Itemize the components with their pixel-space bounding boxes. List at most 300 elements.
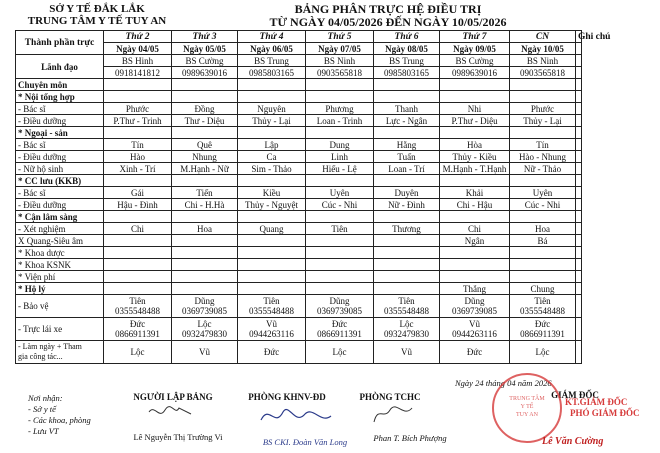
driver-name: Lộc bbox=[399, 319, 414, 329]
guard-cell bbox=[440, 295, 510, 318]
day-work-cell: Đức bbox=[440, 341, 510, 364]
duty-cell bbox=[374, 283, 440, 295]
duty-cell: Thủy - Nguyệt bbox=[238, 199, 306, 211]
note-cell bbox=[576, 79, 582, 91]
duty-cell bbox=[172, 283, 238, 295]
official-stamp bbox=[492, 373, 562, 443]
note-cell bbox=[576, 67, 582, 79]
empty-cell bbox=[510, 127, 576, 139]
duty-cell: Loan - Trinh bbox=[306, 115, 374, 127]
table-row bbox=[16, 175, 582, 187]
row-label: - Điều dưỡng bbox=[16, 151, 104, 163]
note-cell bbox=[576, 187, 582, 199]
empty-cell bbox=[306, 79, 374, 91]
empty-cell bbox=[104, 175, 172, 187]
note-cell bbox=[576, 223, 582, 235]
column-header-note: Ghi chú bbox=[576, 31, 582, 43]
stamp-kt: KT.GIÁM ĐỐC bbox=[565, 397, 628, 407]
note-cell bbox=[576, 247, 582, 259]
day-work-cell: Vũ bbox=[374, 341, 440, 364]
row-label: - Trực lái xe bbox=[16, 318, 104, 341]
note-cell bbox=[576, 318, 582, 341]
table-row bbox=[16, 318, 582, 341]
empty-cell bbox=[238, 247, 306, 259]
stamp-text: Y TẾ bbox=[520, 404, 534, 410]
guard-phone: 0355548488 bbox=[249, 306, 294, 316]
duty-cell: Hoa bbox=[172, 223, 238, 235]
guard-name: Dũng bbox=[329, 296, 350, 306]
note-cell bbox=[576, 43, 582, 55]
driver-cell bbox=[172, 318, 238, 341]
row-label: Lãnh đạo bbox=[16, 55, 104, 79]
empty-cell bbox=[510, 271, 576, 283]
empty-cell bbox=[104, 259, 172, 271]
duty-cell: Tiến bbox=[172, 187, 238, 199]
note-cell bbox=[576, 259, 582, 271]
recipients-block bbox=[28, 393, 91, 437]
duty-cell: Cúc - Nhi bbox=[306, 199, 374, 211]
note-cell bbox=[576, 55, 582, 67]
leader-phone: 0989639016 bbox=[172, 67, 238, 79]
duty-cell bbox=[104, 283, 172, 295]
row-label: - Bác sĩ bbox=[16, 103, 104, 115]
section-label: * Khoa dược bbox=[16, 247, 104, 259]
empty-cell bbox=[172, 91, 238, 103]
note-cell bbox=[576, 91, 582, 103]
note-cell bbox=[576, 175, 582, 187]
guard-name: Dũng bbox=[194, 296, 215, 306]
empty-cell bbox=[238, 259, 306, 271]
duty-cell: Phước bbox=[104, 103, 172, 115]
row-label: - Bác sĩ bbox=[16, 139, 104, 151]
leader-name: BS Ninh bbox=[510, 55, 576, 67]
row-label: - Bảo vệ bbox=[16, 295, 104, 318]
section-label: * Nội tổng hợp bbox=[16, 91, 104, 103]
table-row bbox=[16, 91, 582, 103]
day-name-header: CN bbox=[510, 31, 576, 43]
driver-name: Vũ bbox=[266, 319, 277, 329]
duty-cell: Nữ - Đình bbox=[374, 199, 440, 211]
empty-cell bbox=[510, 175, 576, 187]
signer-3-name: Phan T. Bích Phượng bbox=[373, 433, 447, 443]
duty-cell: Uyên bbox=[510, 187, 576, 199]
document-title bbox=[238, 3, 538, 29]
duty-cell: Hào - Nhung bbox=[510, 151, 576, 163]
day-work-cell: Lộc bbox=[306, 341, 374, 364]
table-row bbox=[16, 341, 582, 364]
table-row bbox=[16, 139, 582, 151]
table-row bbox=[16, 235, 582, 247]
row-label: * Hộ lý bbox=[16, 283, 104, 295]
guard-phone: 0355548488 bbox=[520, 306, 565, 316]
driver-cell bbox=[510, 318, 576, 341]
empty-cell bbox=[104, 91, 172, 103]
empty-cell bbox=[374, 79, 440, 91]
empty-cell bbox=[374, 127, 440, 139]
table-row bbox=[16, 211, 582, 223]
signer-4-title: GIÁM ĐỐC bbox=[551, 390, 599, 400]
duty-cell: Nữ - Thảo bbox=[510, 163, 576, 175]
section-label: * Viện phí bbox=[16, 271, 104, 283]
empty-cell bbox=[104, 247, 172, 259]
duty-cell: Thủy - Lại bbox=[238, 115, 306, 127]
signer-4-name: Lê Văn Cường bbox=[542, 436, 604, 447]
duty-cell: Khải bbox=[440, 187, 510, 199]
guard-name: Dũng bbox=[464, 296, 485, 306]
empty-cell bbox=[238, 79, 306, 91]
duty-cell bbox=[306, 283, 374, 295]
duty-cell: Linh bbox=[306, 151, 374, 163]
signer-1-name: Lê Nguyễn Thị Trường Vi bbox=[133, 432, 223, 442]
guard-phone: 0369739085 bbox=[317, 306, 362, 316]
duty-cell: Ngân bbox=[440, 235, 510, 247]
empty-cell bbox=[374, 211, 440, 223]
title-line-2: TỪ NGÀY 04/05/2026 ĐẾN NGÀY 10/05/2026 bbox=[269, 15, 507, 29]
signature-2 bbox=[255, 400, 335, 432]
recipient-item: - Các khoa, phòng bbox=[28, 415, 91, 425]
table-row bbox=[16, 187, 582, 199]
driver-phone: 0932479830 bbox=[182, 329, 227, 339]
day-date-header: Ngày 05/05 bbox=[172, 43, 238, 55]
empty-cell bbox=[306, 91, 374, 103]
column-header-role: Thành phần trực bbox=[16, 31, 104, 55]
title-line-1: BẢNG PHÂN TRỰC HỆ ĐIỀU TRỊ bbox=[294, 2, 482, 16]
row-label: - Điều dưỡng bbox=[16, 199, 104, 211]
section-label: * CC lưu (KKB) bbox=[16, 175, 104, 187]
empty-cell bbox=[238, 211, 306, 223]
driver-phone: 0866911391 bbox=[520, 329, 565, 339]
note-cell bbox=[576, 127, 582, 139]
guard-name: Tiên bbox=[398, 296, 415, 306]
row-label: - Xét nghiệm bbox=[16, 223, 104, 235]
table-row bbox=[16, 295, 582, 318]
duty-cell: P.Thư - Diệu bbox=[440, 115, 510, 127]
guard-cell bbox=[306, 295, 374, 318]
duty-cell: Xinh - Trí bbox=[104, 163, 172, 175]
table-row bbox=[16, 259, 582, 271]
duty-cell: Chi - Hậu bbox=[440, 199, 510, 211]
empty-cell bbox=[440, 247, 510, 259]
driver-phone: 0932479830 bbox=[384, 329, 429, 339]
table-row bbox=[16, 199, 582, 211]
row-label: - Điều dưỡng bbox=[16, 115, 104, 127]
day-date-header: Ngày 04/05 bbox=[104, 43, 172, 55]
duty-cell: Nhi bbox=[440, 103, 510, 115]
empty-cell bbox=[172, 127, 238, 139]
row-label: - Nữ hộ sinh bbox=[16, 163, 104, 175]
note-cell bbox=[576, 211, 582, 223]
duty-cell: Bá bbox=[510, 235, 576, 247]
recipient-item: - Lưu VT bbox=[28, 426, 59, 436]
day-date-header: Ngày 09/05 bbox=[440, 43, 510, 55]
empty-cell bbox=[104, 211, 172, 223]
duty-cell: Tín bbox=[510, 139, 576, 151]
duty-cell: Quê bbox=[172, 139, 238, 151]
signer-2-title: PHÒNG KHNV-ĐD bbox=[248, 392, 326, 402]
empty-cell bbox=[172, 259, 238, 271]
signing-date: Ngày 24 tháng 04 năm 2026 bbox=[455, 378, 552, 388]
leader-name: BS Trung bbox=[238, 55, 306, 67]
duty-cell: Lực - Ngân bbox=[374, 115, 440, 127]
duty-roster-table bbox=[15, 30, 611, 364]
driver-cell bbox=[238, 318, 306, 341]
leader-name: BS Trung bbox=[374, 55, 440, 67]
empty-cell bbox=[238, 127, 306, 139]
duty-cell: Nhung bbox=[172, 151, 238, 163]
row-label-line: gia công tác... bbox=[18, 352, 63, 361]
org-line-2: TRUNG TÂM Y TẾ TUY AN bbox=[27, 15, 167, 27]
leader-phone: 0903565818 bbox=[306, 67, 374, 79]
driver-name: Đức bbox=[129, 319, 146, 329]
empty-cell bbox=[440, 211, 510, 223]
duty-cell: Chi - H.Hà bbox=[172, 199, 238, 211]
duty-cell: Thương bbox=[374, 223, 440, 235]
leader-phone: 0918141812 bbox=[104, 67, 172, 79]
driver-name: Lộc bbox=[197, 319, 212, 329]
duty-cell: Kiều bbox=[238, 187, 306, 199]
empty-cell bbox=[172, 211, 238, 223]
table-row bbox=[16, 271, 582, 283]
duty-cell: Ca bbox=[238, 151, 306, 163]
empty-cell bbox=[172, 271, 238, 283]
empty-cell bbox=[510, 79, 576, 91]
table-row bbox=[16, 223, 582, 235]
empty-cell bbox=[306, 247, 374, 259]
empty-cell bbox=[306, 127, 374, 139]
duty-cell: Dung bbox=[306, 139, 374, 151]
note-cell bbox=[576, 115, 582, 127]
note-cell bbox=[576, 341, 582, 364]
row-label: - Bác sĩ bbox=[16, 187, 104, 199]
duty-cell: Tiên bbox=[306, 223, 374, 235]
note-cell bbox=[576, 283, 582, 295]
driver-phone: 0866911391 bbox=[317, 329, 362, 339]
guard-cell bbox=[374, 295, 440, 318]
signer-1-title: NGƯỜI LẬP BẢNG bbox=[133, 392, 213, 402]
duty-cell bbox=[306, 235, 374, 247]
duty-cell bbox=[104, 235, 172, 247]
day-name-header: Thứ 2 bbox=[104, 31, 172, 43]
duty-cell: Hiếu - Lệ bbox=[306, 163, 374, 175]
note-cell bbox=[576, 199, 582, 211]
section-label: * Khoa KSNK bbox=[16, 259, 104, 271]
driver-phone: 0866911391 bbox=[115, 329, 160, 339]
note-cell bbox=[576, 151, 582, 163]
leader-name: BS Hinh bbox=[104, 55, 172, 67]
duty-cell: Chi bbox=[440, 223, 510, 235]
duty-cell: Hậu - Đình bbox=[104, 199, 172, 211]
note-cell bbox=[576, 139, 582, 151]
empty-cell bbox=[172, 79, 238, 91]
guard-phone: 0369739085 bbox=[182, 306, 227, 316]
driver-phone: 0944263116 bbox=[452, 329, 497, 339]
duty-cell: Gái bbox=[104, 187, 172, 199]
day-work-cell: Vũ bbox=[172, 341, 238, 364]
duty-cell: Tuấn bbox=[374, 151, 440, 163]
guard-phone: 0355548488 bbox=[384, 306, 429, 316]
table-row bbox=[16, 163, 582, 175]
empty-cell bbox=[510, 259, 576, 271]
empty-cell bbox=[306, 175, 374, 187]
stamp-text: TUY AN bbox=[516, 412, 538, 418]
empty-cell bbox=[440, 259, 510, 271]
empty-cell bbox=[374, 175, 440, 187]
driver-phone: 0944263116 bbox=[249, 329, 294, 339]
duty-cell: Hòa bbox=[440, 139, 510, 151]
note-cell bbox=[576, 235, 582, 247]
driver-name: Vũ bbox=[469, 319, 480, 329]
duty-cell: Hoa bbox=[510, 223, 576, 235]
note-cell bbox=[576, 295, 582, 318]
guard-cell bbox=[238, 295, 306, 318]
table-row bbox=[16, 79, 582, 91]
empty-cell bbox=[510, 247, 576, 259]
guard-cell bbox=[510, 295, 576, 318]
day-date-header: Ngày 07/05 bbox=[306, 43, 374, 55]
duty-cell: Chung bbox=[510, 283, 576, 295]
roster-body bbox=[16, 31, 611, 364]
duty-cell bbox=[238, 283, 306, 295]
duty-cell: Thủy - Lại bbox=[510, 115, 576, 127]
table-row bbox=[16, 247, 582, 259]
duty-cell: Đồng bbox=[172, 103, 238, 115]
guard-name: Tiên bbox=[534, 296, 551, 306]
day-work-cell: Lộc bbox=[104, 341, 172, 364]
day-date-header: Ngày 08/05 bbox=[374, 43, 440, 55]
driver-cell bbox=[104, 318, 172, 341]
driver-cell bbox=[440, 318, 510, 341]
duty-cell: Thanh bbox=[374, 103, 440, 115]
signature-3 bbox=[368, 400, 418, 428]
driver-name: Đức bbox=[331, 319, 348, 329]
leader-phone: 0903565818 bbox=[510, 67, 576, 79]
row-label bbox=[16, 341, 104, 364]
leader-phone: 0985803165 bbox=[238, 67, 306, 79]
table-row bbox=[16, 151, 582, 163]
driver-name: Đức bbox=[534, 319, 551, 329]
empty-cell bbox=[306, 211, 374, 223]
stamp-deputy: PHÓ GIÁM ĐỐC bbox=[570, 408, 640, 418]
empty-cell bbox=[440, 175, 510, 187]
empty-cell bbox=[172, 175, 238, 187]
note-cell bbox=[576, 163, 582, 175]
empty-cell bbox=[374, 91, 440, 103]
row-label: X Quang-Siêu âm bbox=[16, 235, 104, 247]
note-cell bbox=[576, 103, 582, 115]
org-line-1: SỞ Y TẾ ĐẮK LẮK bbox=[49, 3, 145, 15]
guard-name: Tiên bbox=[263, 296, 280, 306]
empty-cell bbox=[238, 271, 306, 283]
guard-cell bbox=[172, 295, 238, 318]
duty-cell bbox=[172, 235, 238, 247]
day-work-cell: Lộc bbox=[510, 341, 576, 364]
duty-cell: Uyên bbox=[306, 187, 374, 199]
empty-cell bbox=[374, 247, 440, 259]
empty-cell bbox=[374, 259, 440, 271]
empty-cell bbox=[104, 271, 172, 283]
empty-cell bbox=[440, 127, 510, 139]
table-row bbox=[16, 127, 582, 139]
driver-cell bbox=[374, 318, 440, 341]
leader-phone: 0985803165 bbox=[374, 67, 440, 79]
section-label: * Ngoại - sản bbox=[16, 127, 104, 139]
day-name-header: Thứ 5 bbox=[306, 31, 374, 43]
stamp-text: TRUNG TÂM bbox=[509, 396, 545, 402]
leader-name: BS Cường bbox=[172, 55, 238, 67]
day-name-header: Thứ 7 bbox=[440, 31, 510, 43]
guard-phone: 0355548488 bbox=[115, 306, 160, 316]
day-date-header: Ngày 10/05 bbox=[510, 43, 576, 55]
empty-cell bbox=[306, 271, 374, 283]
table-row bbox=[16, 103, 582, 115]
empty-cell bbox=[238, 91, 306, 103]
signature-1 bbox=[145, 402, 195, 422]
table-row bbox=[16, 283, 582, 295]
duty-cell: Sim - Thảo bbox=[238, 163, 306, 175]
empty-cell bbox=[440, 91, 510, 103]
duty-cell: Hằng bbox=[374, 139, 440, 151]
duty-cell: Cúc - Nhi bbox=[510, 199, 576, 211]
duty-cell: M.Hạnh - Nữ bbox=[172, 163, 238, 175]
duty-cell: Hào bbox=[104, 151, 172, 163]
day-name-header: Thứ 3 bbox=[172, 31, 238, 43]
guard-phone: 0369739085 bbox=[452, 306, 497, 316]
empty-cell bbox=[374, 271, 440, 283]
duty-cell: Phương bbox=[306, 103, 374, 115]
row-label-line: - Làm ngày + Tham bbox=[18, 342, 82, 351]
leader-phone: 0989639016 bbox=[440, 67, 510, 79]
duty-cell: Duyên bbox=[374, 187, 440, 199]
duty-cell: Chi bbox=[104, 223, 172, 235]
empty-cell bbox=[104, 127, 172, 139]
empty-cell bbox=[440, 271, 510, 283]
leader-name: BS Cường bbox=[440, 55, 510, 67]
duty-cell bbox=[374, 235, 440, 247]
table-row bbox=[16, 55, 582, 67]
day-name-header: Thứ 4 bbox=[238, 31, 306, 43]
recipient-item: - Sở y tế bbox=[28, 404, 56, 414]
duty-cell: Tín bbox=[104, 139, 172, 151]
table-row bbox=[16, 115, 582, 127]
signer-2-name: BS CKI. Đoàn Văn Long bbox=[262, 437, 348, 447]
duty-cell bbox=[238, 235, 306, 247]
empty-cell bbox=[172, 247, 238, 259]
guard-name: Tiên bbox=[129, 296, 146, 306]
duty-cell: Thủy - Kiều bbox=[440, 151, 510, 163]
duty-cell: M.Hạnh - T.Hạnh bbox=[440, 163, 510, 175]
empty-cell bbox=[440, 79, 510, 91]
duty-cell: Thư - Diệu bbox=[172, 115, 238, 127]
empty-cell bbox=[306, 259, 374, 271]
signer-3-title: PHÒNG TCHC bbox=[359, 392, 421, 402]
section-label: * Cận lâm sàng bbox=[16, 211, 104, 223]
duty-cell: Quang bbox=[238, 223, 306, 235]
day-date-header: Ngày 06/05 bbox=[238, 43, 306, 55]
empty-cell bbox=[510, 91, 576, 103]
note-cell bbox=[576, 271, 582, 283]
guard-cell bbox=[104, 295, 172, 318]
empty-cell bbox=[510, 211, 576, 223]
leader-name: BS Ninh bbox=[306, 55, 374, 67]
duty-cell: Phước bbox=[510, 103, 576, 115]
duty-cell: Thắng bbox=[440, 283, 510, 295]
table-row bbox=[16, 31, 582, 43]
section-label: Chuyên môn bbox=[16, 79, 104, 91]
duty-cell: Nguyên bbox=[238, 103, 306, 115]
duty-cell: P.Thư - Trinh bbox=[104, 115, 172, 127]
duty-cell: Lập bbox=[238, 139, 306, 151]
duty-cell: Loan - Trí bbox=[374, 163, 440, 175]
